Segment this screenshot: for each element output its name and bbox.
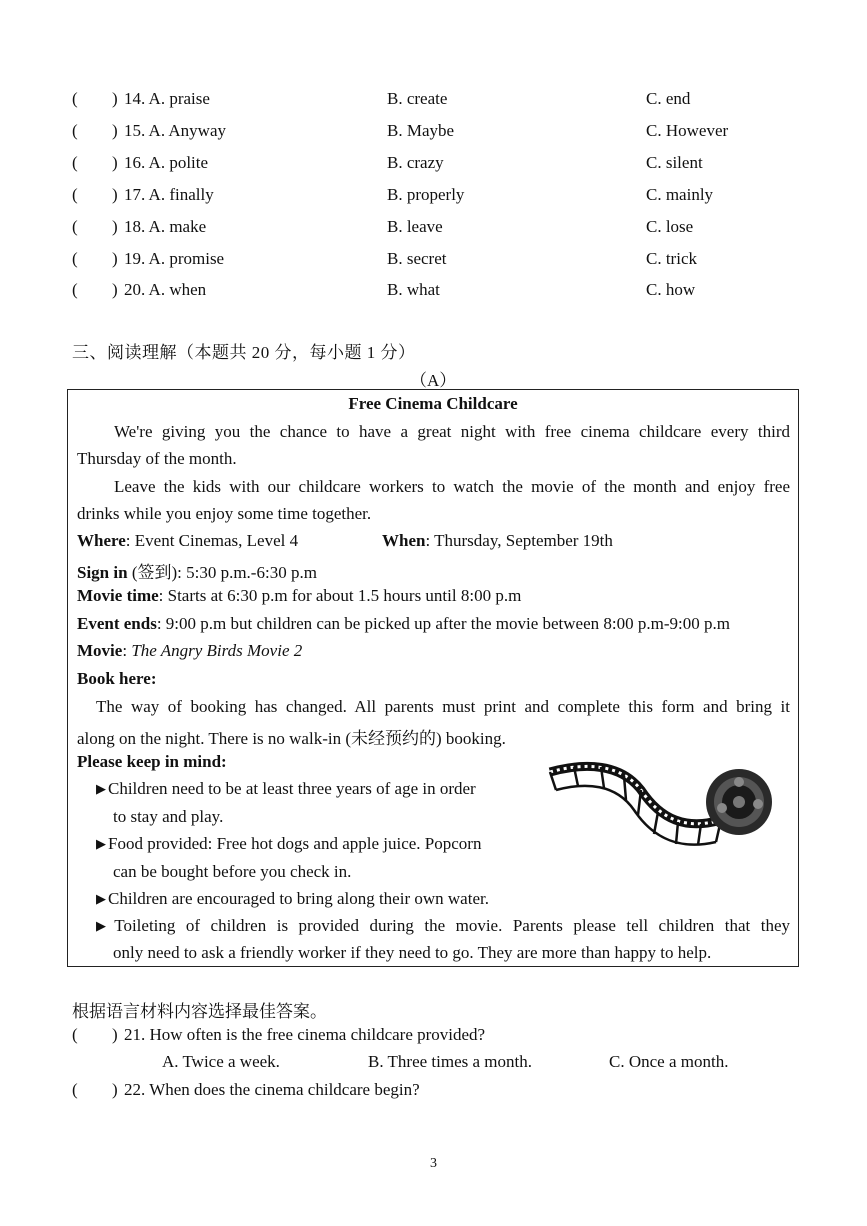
signin-value: (签到): 5:30 p.m.-6:30 p.m <box>127 563 317 582</box>
where-label: Where <box>77 531 126 550</box>
cloze-row-14 <box>72 89 792 113</box>
movietime-label: Movie time <box>77 586 159 605</box>
book-line-1: The way of booking has changed. All parents must print and complete this form and bring it <box>96 697 790 716</box>
bullet-2-line-1: ▶ Food provided: Free hot dogs and apple juice. Popcorn <box>96 834 481 854</box>
question-21 <box>72 1025 792 1049</box>
answer-paren-open: ( <box>72 89 78 108</box>
section-title: 三、阅读理解（本题共 20 分，每小题 1 分） <box>72 343 416 362</box>
option-a: 19. A. promise <box>124 249 225 268</box>
passage-box <box>67 389 799 967</box>
option-b: B. leave <box>387 217 443 236</box>
cloze-row-20 <box>72 280 792 304</box>
eventends-label: Event ends <box>77 614 157 633</box>
cloze-row-19 <box>72 249 792 273</box>
option-c: C. how <box>646 280 696 299</box>
part-label: （A） <box>410 371 457 390</box>
movietime-line <box>77 586 521 606</box>
book-label: Book here <box>77 669 151 688</box>
question-text: 22. When does the cinema childcare begin? <box>124 1080 420 1099</box>
answer-paren-close: ) <box>112 89 118 108</box>
signin-line <box>77 558 317 583</box>
option-b: B. Three times a month. <box>368 1052 532 1071</box>
paragraph-1-line-1: We're giving you the chance to have a great night with free cinema childcare every third <box>114 422 790 441</box>
when-value: : Thursday, September 19th <box>425 531 613 550</box>
movietime-value: : Starts at 6:30 p.m for about 1.5 hours until 8:00 p.m <box>158 586 522 605</box>
book-line-2: along on the night. There is no walk-in (未经预约的) booking. <box>77 729 506 748</box>
instruction: 根据语言材料内容选择最佳答案。 <box>72 1002 327 1021</box>
movie-line: Movie: The Angry Birds Movie 2 <box>77 641 303 660</box>
option-a: 18. A. make <box>124 217 207 236</box>
bullet-4-line-2: only need to ask a friendly worker if they need to go. They are more than happy to help. <box>113 943 712 962</box>
answer-paren-close: ) <box>112 280 118 299</box>
option-b: B. create <box>387 89 448 108</box>
keep-in-mind-label: Please keep in mind: <box>77 752 227 771</box>
question-22 <box>72 1080 792 1104</box>
signin-label: Sign in <box>77 563 128 582</box>
option-a: A. Twice a week. <box>162 1052 280 1071</box>
eventends-line <box>77 614 730 634</box>
answer-paren-close: ) <box>112 1025 118 1044</box>
answer-paren-open: ( <box>72 121 78 140</box>
bullet-4-line-1: ▶ Toileting of children is provided during the movie. Parents please tell children that they <box>96 916 790 936</box>
paragraph-2-line-1: Leave the kids with our childcare workers to watch the movie of the month and enjoy free <box>114 477 790 496</box>
option-a: 17. A. finally <box>124 185 214 204</box>
option-c: C. silent <box>646 153 703 172</box>
paragraph-1-line-2: Thursday of the month. <box>77 449 237 468</box>
where-value: : Event Cinemas, Level 4 <box>125 531 299 550</box>
cloze-row-16 <box>72 153 792 177</box>
question-text: 21. How often is the free cinema childcare provided? <box>124 1025 486 1044</box>
bullet-1-line-1: ▶ Children need to be at least three years of age in order <box>96 779 476 799</box>
option-c: C. mainly <box>646 185 714 204</box>
answer-paren-close: ) <box>112 121 118 140</box>
answer-paren-open: ( <box>72 185 78 204</box>
option-c: C. trick <box>646 249 697 268</box>
answer-paren-open: ( <box>72 217 78 236</box>
option-a: 15. A. Anyway <box>124 121 226 140</box>
film-reel-illustration <box>546 760 778 852</box>
option-c: C. Once a month. <box>609 1052 729 1071</box>
passage-title: Free Cinema Childcare <box>348 394 518 413</box>
option-c: C. lose <box>646 217 694 236</box>
option-b: B. properly <box>387 185 465 204</box>
cloze-row-17 <box>72 185 792 209</box>
answer-paren-open: ( <box>72 280 78 299</box>
answer-paren-close: ) <box>112 249 118 268</box>
answer-paren-close: ) <box>112 1080 118 1099</box>
when-line <box>382 531 613 551</box>
answer-paren-open: ( <box>72 153 78 172</box>
movie-value: The Angry Birds Movie 2 <box>131 641 303 660</box>
answer-paren-open: ( <box>72 249 78 268</box>
cloze-row-15 <box>72 121 792 145</box>
movie-label: Movie <box>77 641 123 660</box>
option-a: 16. A. polite <box>124 153 209 172</box>
answer-paren-close: ) <box>112 185 118 204</box>
answer-paren-close: ) <box>112 153 118 172</box>
option-c: C. end <box>646 89 691 108</box>
option-a: 20. A. when <box>124 280 207 299</box>
option-b: B. what <box>387 280 440 299</box>
bullet-2-line-2: can be bought before you check in. <box>113 862 352 881</box>
paragraph-2-line-2: drinks while you enjoy some time together. <box>77 504 372 523</box>
option-c: C. However <box>646 121 729 140</box>
answer-paren-open: ( <box>72 1025 78 1044</box>
where-line <box>77 531 298 551</box>
answer-paren-close: ) <box>112 217 118 236</box>
answer-paren-open: ( <box>72 1080 78 1099</box>
eventends-value: : 9:00 p.m but children can be picked up after the movie between 8:00 p.m-9:00 p.m <box>156 614 730 633</box>
bullet-1-line-2: to stay and play. <box>113 807 224 826</box>
option-b: B. crazy <box>387 153 444 172</box>
bullet-3-line-1: ▶ Children are encouraged to bring along their own water. <box>96 889 489 909</box>
option-b: B. Maybe <box>387 121 455 140</box>
when-label: When <box>382 531 426 550</box>
book-line: Book here: <box>77 669 157 688</box>
option-b: B. secret <box>387 249 447 268</box>
page-number: 3 <box>430 1156 437 1171</box>
question-21-options <box>72 1052 792 1076</box>
option-a: 14. A. praise <box>124 89 210 108</box>
cloze-row-18 <box>72 217 792 241</box>
